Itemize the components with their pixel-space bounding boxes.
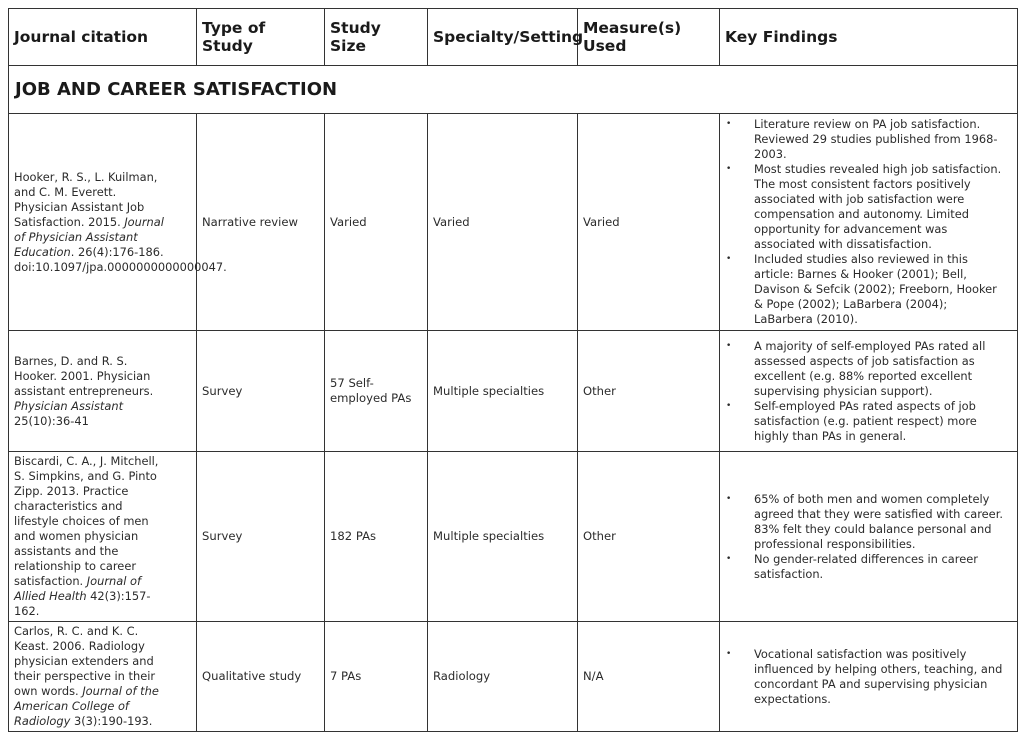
findings-cell: [720, 452, 1018, 622]
specialty-cell: Radiology: [428, 622, 578, 732]
bullet-icon: •: [726, 164, 732, 174]
citation-cell: [9, 452, 197, 622]
citation-text: 25(10):36-41: [14, 413, 89, 428]
type-cell: Narrative review: [197, 114, 325, 331]
finding-item: • 65% of both men and women completely agreed that they were satisfied with career. 83% felt they could balance personal and professional responsibilities.: [726, 491, 1003, 551]
table-row: [9, 331, 1018, 452]
finding-item: • Vocational satisfaction was positively influenced by helping others, teaching, and concordant PA and supervising physician expectations.: [726, 646, 1003, 706]
header-findings: Key Findings: [720, 9, 1018, 66]
bullet-icon: •: [726, 493, 732, 504]
findings-cell: [720, 331, 1018, 452]
journal-name: Journal of the American College of Radiology: [14, 684, 159, 728]
citation-text: Barnes, D. and R. S. Hooker. 2001. Physician assistant entrepreneurs.: [14, 353, 154, 398]
specialty-cell: Multiple specialties: [428, 331, 578, 452]
bullet-icon: •: [726, 553, 732, 564]
table-row: [9, 114, 1018, 331]
bullet-icon: •: [726, 119, 732, 129]
header-measures: Measure(s) Used: [578, 9, 720, 66]
citation-text: 3(3):190-193.: [70, 714, 153, 728]
journal-name: Physician Assistant: [14, 398, 124, 413]
literature-table: [8, 8, 1018, 732]
finding-item: • Literature review on PA job satisfaction. Reviewed 29 studies published from 1968-2003.: [726, 117, 998, 161]
size-cell: 57 Self-employed PAs: [325, 331, 428, 452]
finding-item: • Included studies also reviewed in this article: Barnes & Hooker (2001); Bell, Davison & Sefcik (2002); Freeborn, Hooker & Pope (2002); LaBarbera (2004); LaBarbera (2010).: [726, 252, 997, 326]
bullet-icon: •: [726, 340, 732, 351]
bullet-icon: •: [726, 400, 732, 411]
section-title: JOB AND CAREER SATISFACTION: [9, 66, 1018, 114]
measures-cell: N/A: [578, 622, 720, 732]
specialty-cell: Varied: [428, 114, 578, 331]
finding-item: • A majority of self-employed PAs rated all assessed aspects of job satisfaction as excellent (e.g. 88% reported excellent supervising physician support).: [726, 338, 986, 398]
citation-text: Biscardi, C. A., J. Mitchell, S. Simpkins, and G. Pinto Zipp. 2013. Practice characteristics and lifestyle choices of men and women physician assistants and the relationship to career satisfaction.: [14, 454, 159, 588]
section-row: [9, 66, 1018, 114]
findings-cell: [720, 622, 1018, 732]
bullet-icon: •: [726, 254, 732, 264]
citation-cell: [9, 622, 197, 732]
findings-cell: [720, 114, 1018, 331]
header-citation: Journal citation: [9, 9, 197, 66]
specialty-cell: Multiple specialties: [428, 452, 578, 622]
header-type: Type of Study: [197, 9, 325, 66]
measures-cell: Varied: [578, 114, 720, 331]
size-cell: 182 PAs: [325, 452, 428, 622]
type-cell: Qualitative study: [197, 622, 325, 732]
header-row: [9, 9, 1018, 66]
size-cell: Varied: [325, 114, 428, 331]
bullet-icon: •: [726, 648, 732, 659]
table-row: [9, 622, 1018, 732]
citation-cell: [9, 114, 227, 331]
finding-item: • Self-employed PAs rated aspects of job satisfaction (e.g. patient respect) more highly than PAs in general.: [726, 398, 977, 443]
type-cell: Survey: [197, 452, 325, 622]
citation-text: Hooker, R. S., L. Kuilman, and C. M. Everett. Physician Assistant Job Satisfaction. 2015.: [14, 169, 158, 229]
journal-name: Journal of Physician Assistant Education: [14, 214, 164, 259]
journal-name: Journal of Allied Health: [14, 574, 141, 603]
finding-item: • No gender-related differences in career satisfaction.: [726, 551, 978, 581]
table-row: [9, 452, 1018, 622]
citation-cell: [9, 331, 197, 452]
type-cell: Survey: [197, 331, 325, 452]
citation-text: . 26(4):176-186. doi:10.1097/jpa.0000000000000047.: [14, 244, 227, 274]
header-specialty: Specialty/Setting: [428, 9, 578, 66]
measures-cell: Other: [578, 331, 720, 452]
citation-text: 42(3):157-162.: [14, 589, 151, 618]
header-size: Study Size: [325, 9, 428, 66]
size-cell: 7 PAs: [325, 622, 428, 732]
finding-item: • Most studies revealed high job satisfaction. The most consistent factors positively associated with job satisfaction were compensation and autonomy. Limited opportunity for advancement was associated with dissatisfaction.: [726, 162, 1002, 251]
citation-text: Carlos, R. C. and K. C. Keast. 2006. Radiology physician extenders and their perspective in their own words.: [14, 624, 156, 698]
measures-cell: Other: [578, 452, 720, 622]
